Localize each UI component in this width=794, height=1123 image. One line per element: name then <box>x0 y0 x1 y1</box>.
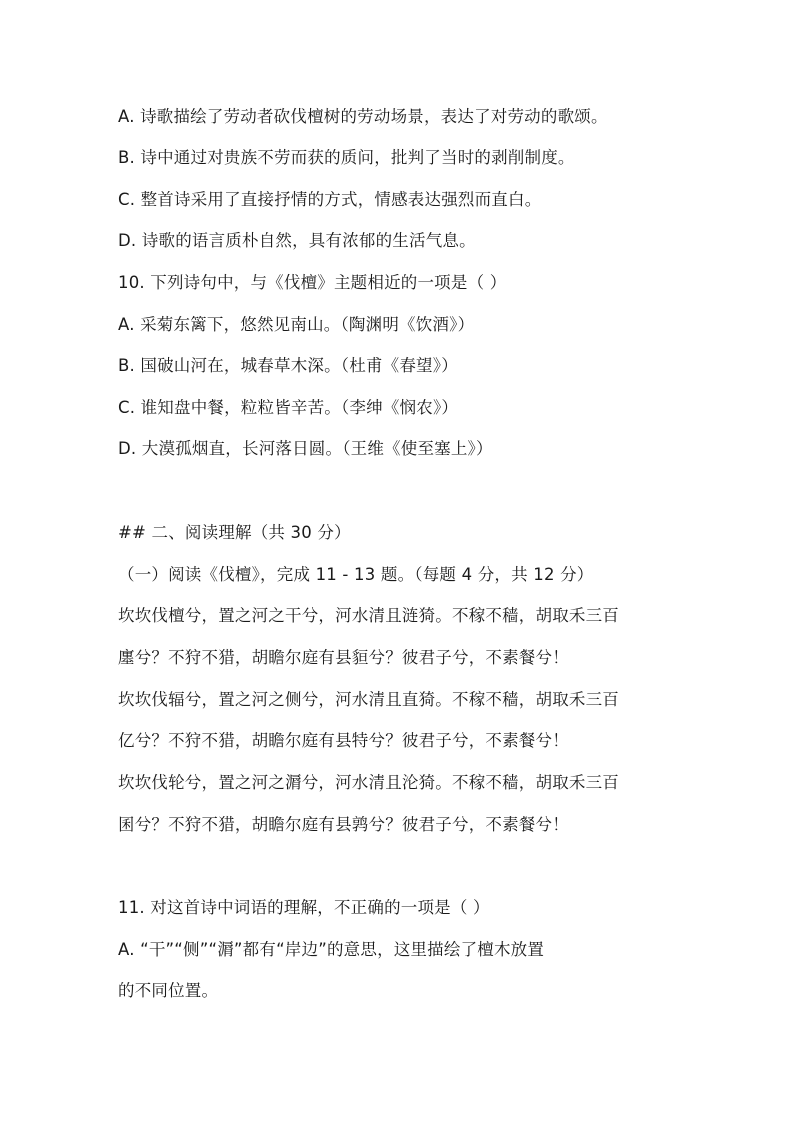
poem-line: 坎坎伐檀兮，置之河之干兮，河水清且涟猗。不稼不穑，胡取禾三百 <box>118 606 619 625</box>
question-10: 10. 下列诗句中，与《伐檀》主题相近的一项是（ ） <box>118 273 507 292</box>
option-10b: B. 国破山河在，城春草木深。（杜甫《春望》） <box>118 356 458 375</box>
option-10c: C. 谁知盘中餐，粒粒皆辛苦。（李绅《悯农》） <box>118 398 459 417</box>
option-10a: A. 采菊东篱下，悠然见南山。（陶渊明《饮酒》） <box>118 315 475 334</box>
section-heading: ## 二、阅读理解（共 30 分） <box>118 523 351 542</box>
option-10d: D. 大漠孤烟直，长河落日圆。（王维《使至塞上》） <box>118 439 493 458</box>
option-9c: C. 整首诗采用了直接抒情的方式，情感表达强烈而直白。 <box>118 190 542 209</box>
option-9b: B. 诗中通过对贵族不劳而获的质问，批判了当时的剥削制度。 <box>118 148 575 167</box>
poem-line: 囷兮？不狩不猎，胡瞻尔庭有县鹑兮？彼君子兮，不素餐兮！ <box>118 815 569 834</box>
option-9d: D. 诗歌的语言质朴自然，具有浓郁的生活气息。 <box>118 231 476 250</box>
option-11a: A. “干”“侧”“漘”都有“岸边”的意思，这里描绘了檀木放置 <box>118 940 545 959</box>
poem-line: 廛兮？不狩不猎，胡瞻尔庭有县貆兮？彼君子兮，不素餐兮！ <box>118 648 569 667</box>
poem-line: 亿兮？不狩不猎，胡瞻尔庭有县特兮？彼君子兮，不素餐兮！ <box>118 731 569 750</box>
option-9a: A. 诗歌描绘了劳动者砍伐檀树的劳动场景，表达了对劳动的歌颂。 <box>118 107 608 126</box>
question-11: 11. 对这首诗中词语的理解，不正确的一项是（ ） <box>118 898 490 917</box>
poem-line: 坎坎伐辐兮，置之河之侧兮，河水清且直猗。不稼不穑，胡取禾三百 <box>118 690 619 709</box>
reading-instruction: （一）阅读《伐檀》，完成 11 - 13 题。（每题 4 分，共 12 分） <box>118 565 594 584</box>
option-11a-continued: 的不同位置。 <box>118 981 219 1000</box>
poem-line: 坎坎伐轮兮，置之河之漘兮，河水清且沦猗。不稼不穑，胡取禾三百 <box>118 773 619 792</box>
